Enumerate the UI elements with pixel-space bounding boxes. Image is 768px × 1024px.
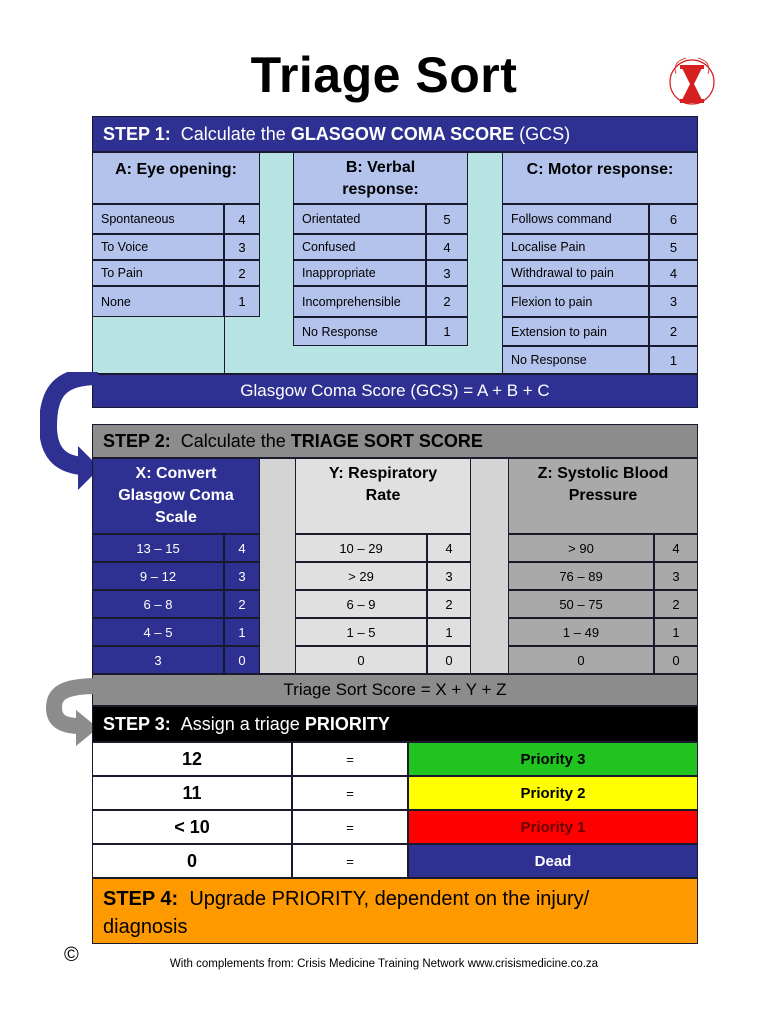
z-head-line2: Pressure [568,487,638,504]
verbal-response-score: 2 [426,286,468,317]
priority-equals: = [292,844,408,878]
verbal-response-label: Confused [293,234,426,260]
step2-label: STEP 2: [103,430,171,451]
motor-response-header: C: Motor response: [502,152,698,204]
tss-formula: Triage Sort Score = X + Y + Z [92,674,698,706]
step2-bold: TRIAGE SORT SCORE [290,430,483,451]
step4-text-line2: diagnosis [103,916,188,938]
systolic-bp-score: 1 [654,618,698,646]
gcs-convert-score: 0 [224,646,260,674]
priority-level: Dead [408,844,698,878]
gcs-convert-range: 4 – 5 [92,618,224,646]
motor-response-label: Localise Pain [502,234,649,260]
motor-response-score: 2 [649,317,698,346]
page-title: Triage Sort [250,47,518,103]
priority-equals: = [292,776,408,810]
crisis-medicine-logo [664,54,720,118]
grey-flow-arrow [40,674,100,748]
blue-flow-arrow [40,372,100,494]
priority-score: 12 [92,742,292,776]
motor-response-label: Withdrawal to pain [502,260,649,286]
verbal-response-score: 4 [426,234,468,260]
motor-response-score: 1 [649,346,698,374]
y-head-line2: Rate [365,487,401,504]
eye-opening-header: A: Eye opening: [92,152,260,204]
respiratory-rate-range: > 29 [295,562,427,590]
priority-level: Priority 2 [408,776,698,810]
priority-level: Priority 1 [408,810,698,844]
priority-score: 0 [92,844,292,878]
verbal-response-score: 5 [426,204,468,234]
verbal-response-header [293,152,468,204]
step4-text-line1: Upgrade PRIORITY, dependent on the injury/ [189,888,590,910]
step1-divider [224,317,225,374]
respiratory-rate-range: 0 [295,646,427,674]
systolic-bp-score: 4 [654,534,698,562]
x-head-line3: Scale [155,509,197,526]
priority-score: 11 [92,776,292,810]
step3-header [92,706,698,742]
respiratory-rate-range: 6 – 9 [295,590,427,618]
eye-opening-score: 4 [224,204,260,234]
gcs-convert-score: 4 [224,534,260,562]
gcs-convert-range: 13 – 15 [92,534,224,562]
copyright-symbol: © [64,944,79,966]
step2-header [92,424,698,458]
verbal-response-label: Inappropriate [293,260,426,286]
verbal-response-score: 3 [426,260,468,286]
y-head-line1: Y: Respiratory [328,465,438,482]
step1-suffix: (GCS) [519,123,571,144]
step3-label: STEP 3: [103,713,171,734]
systolic-bp-range: 50 – 75 [508,590,654,618]
verbal-response-label: Incomprehensible [293,286,426,317]
respiratory-rate-score: 0 [427,646,471,674]
motor-response-score: 6 [649,204,698,234]
eye-opening-label: None [92,286,224,317]
motor-response-label: Follows command [502,204,649,234]
gcs-convert-score: 1 [224,618,260,646]
eye-opening-label: To Voice [92,234,224,260]
systolic-bp-score: 0 [654,646,698,674]
gcs-convert-score: 3 [224,562,260,590]
verbal-response-label: No Response [293,317,426,346]
eye-opening-score: 2 [224,260,260,286]
z-head-line1: Z: Systolic Blood [537,465,669,482]
verbal-response-label: Orientated [293,204,426,234]
motor-response-label: No Response [502,346,649,374]
step4-label: STEP 4: [103,888,179,910]
systolic-bp-score: 2 [654,590,698,618]
systolic-bp-range: 0 [508,646,654,674]
step1-header [92,116,698,152]
gcs-convert-score: 2 [224,590,260,618]
step3-text: Assign a triage [180,713,300,734]
eye-opening-label: To Pain [92,260,224,286]
respiratory-rate-score: 3 [427,562,471,590]
systolic-bp-range: > 90 [508,534,654,562]
respiratory-rate-range: 1 – 5 [295,618,427,646]
motor-response-score: 5 [649,234,698,260]
priority-level: Priority 3 [408,742,698,776]
motor-response-label: Flexion to pain [502,286,649,317]
systolic-bp-range: 1 – 49 [508,618,654,646]
step3-bold: PRIORITY [304,713,390,734]
verbal-response-score: 1 [426,317,468,346]
respiratory-rate-range: 10 – 29 [295,534,427,562]
step1-text: Calculate the [180,123,286,144]
verbal-head-line2: response: [342,181,419,198]
gcs-convert-range: 3 [92,646,224,674]
priority-equals: = [292,742,408,776]
step2-text: Calculate the [180,430,286,451]
eye-opening-score: 1 [224,286,260,317]
step1-label: STEP 1: [103,123,171,144]
motor-response-score: 3 [649,286,698,317]
respiratory-rate-score: 1 [427,618,471,646]
systolic-bp-header [508,458,698,534]
priority-score: < 10 [92,810,292,844]
respiratory-rate-header [295,458,471,534]
motor-response-score: 4 [649,260,698,286]
step4-box [92,878,698,944]
eye-opening-score: 3 [224,234,260,260]
convert-gcs-header [92,458,260,534]
x-head-line1: X: Convert [135,465,217,482]
verbal-head-line1: B: Verbal [345,159,416,176]
gcs-convert-range: 6 – 8 [92,590,224,618]
respiratory-rate-score: 2 [427,590,471,618]
systolic-bp-range: 76 – 89 [508,562,654,590]
gcs-convert-range: 9 – 12 [92,562,224,590]
motor-response-label: Extension to pain [502,317,649,346]
eye-opening-label: Spontaneous [92,204,224,234]
step1-bold: GLASGOW COMA SCORE [290,123,515,144]
gcs-formula: Glasgow Coma Score (GCS) = A + B + C [92,374,698,408]
x-head-line2: Glasgow Coma [118,487,234,504]
respiratory-rate-score: 4 [427,534,471,562]
footer-credit: With complements from: Crisis Medicine Training Network www.crisismedicine.co.za [169,958,599,970]
priority-equals: = [292,810,408,844]
systolic-bp-score: 3 [654,562,698,590]
